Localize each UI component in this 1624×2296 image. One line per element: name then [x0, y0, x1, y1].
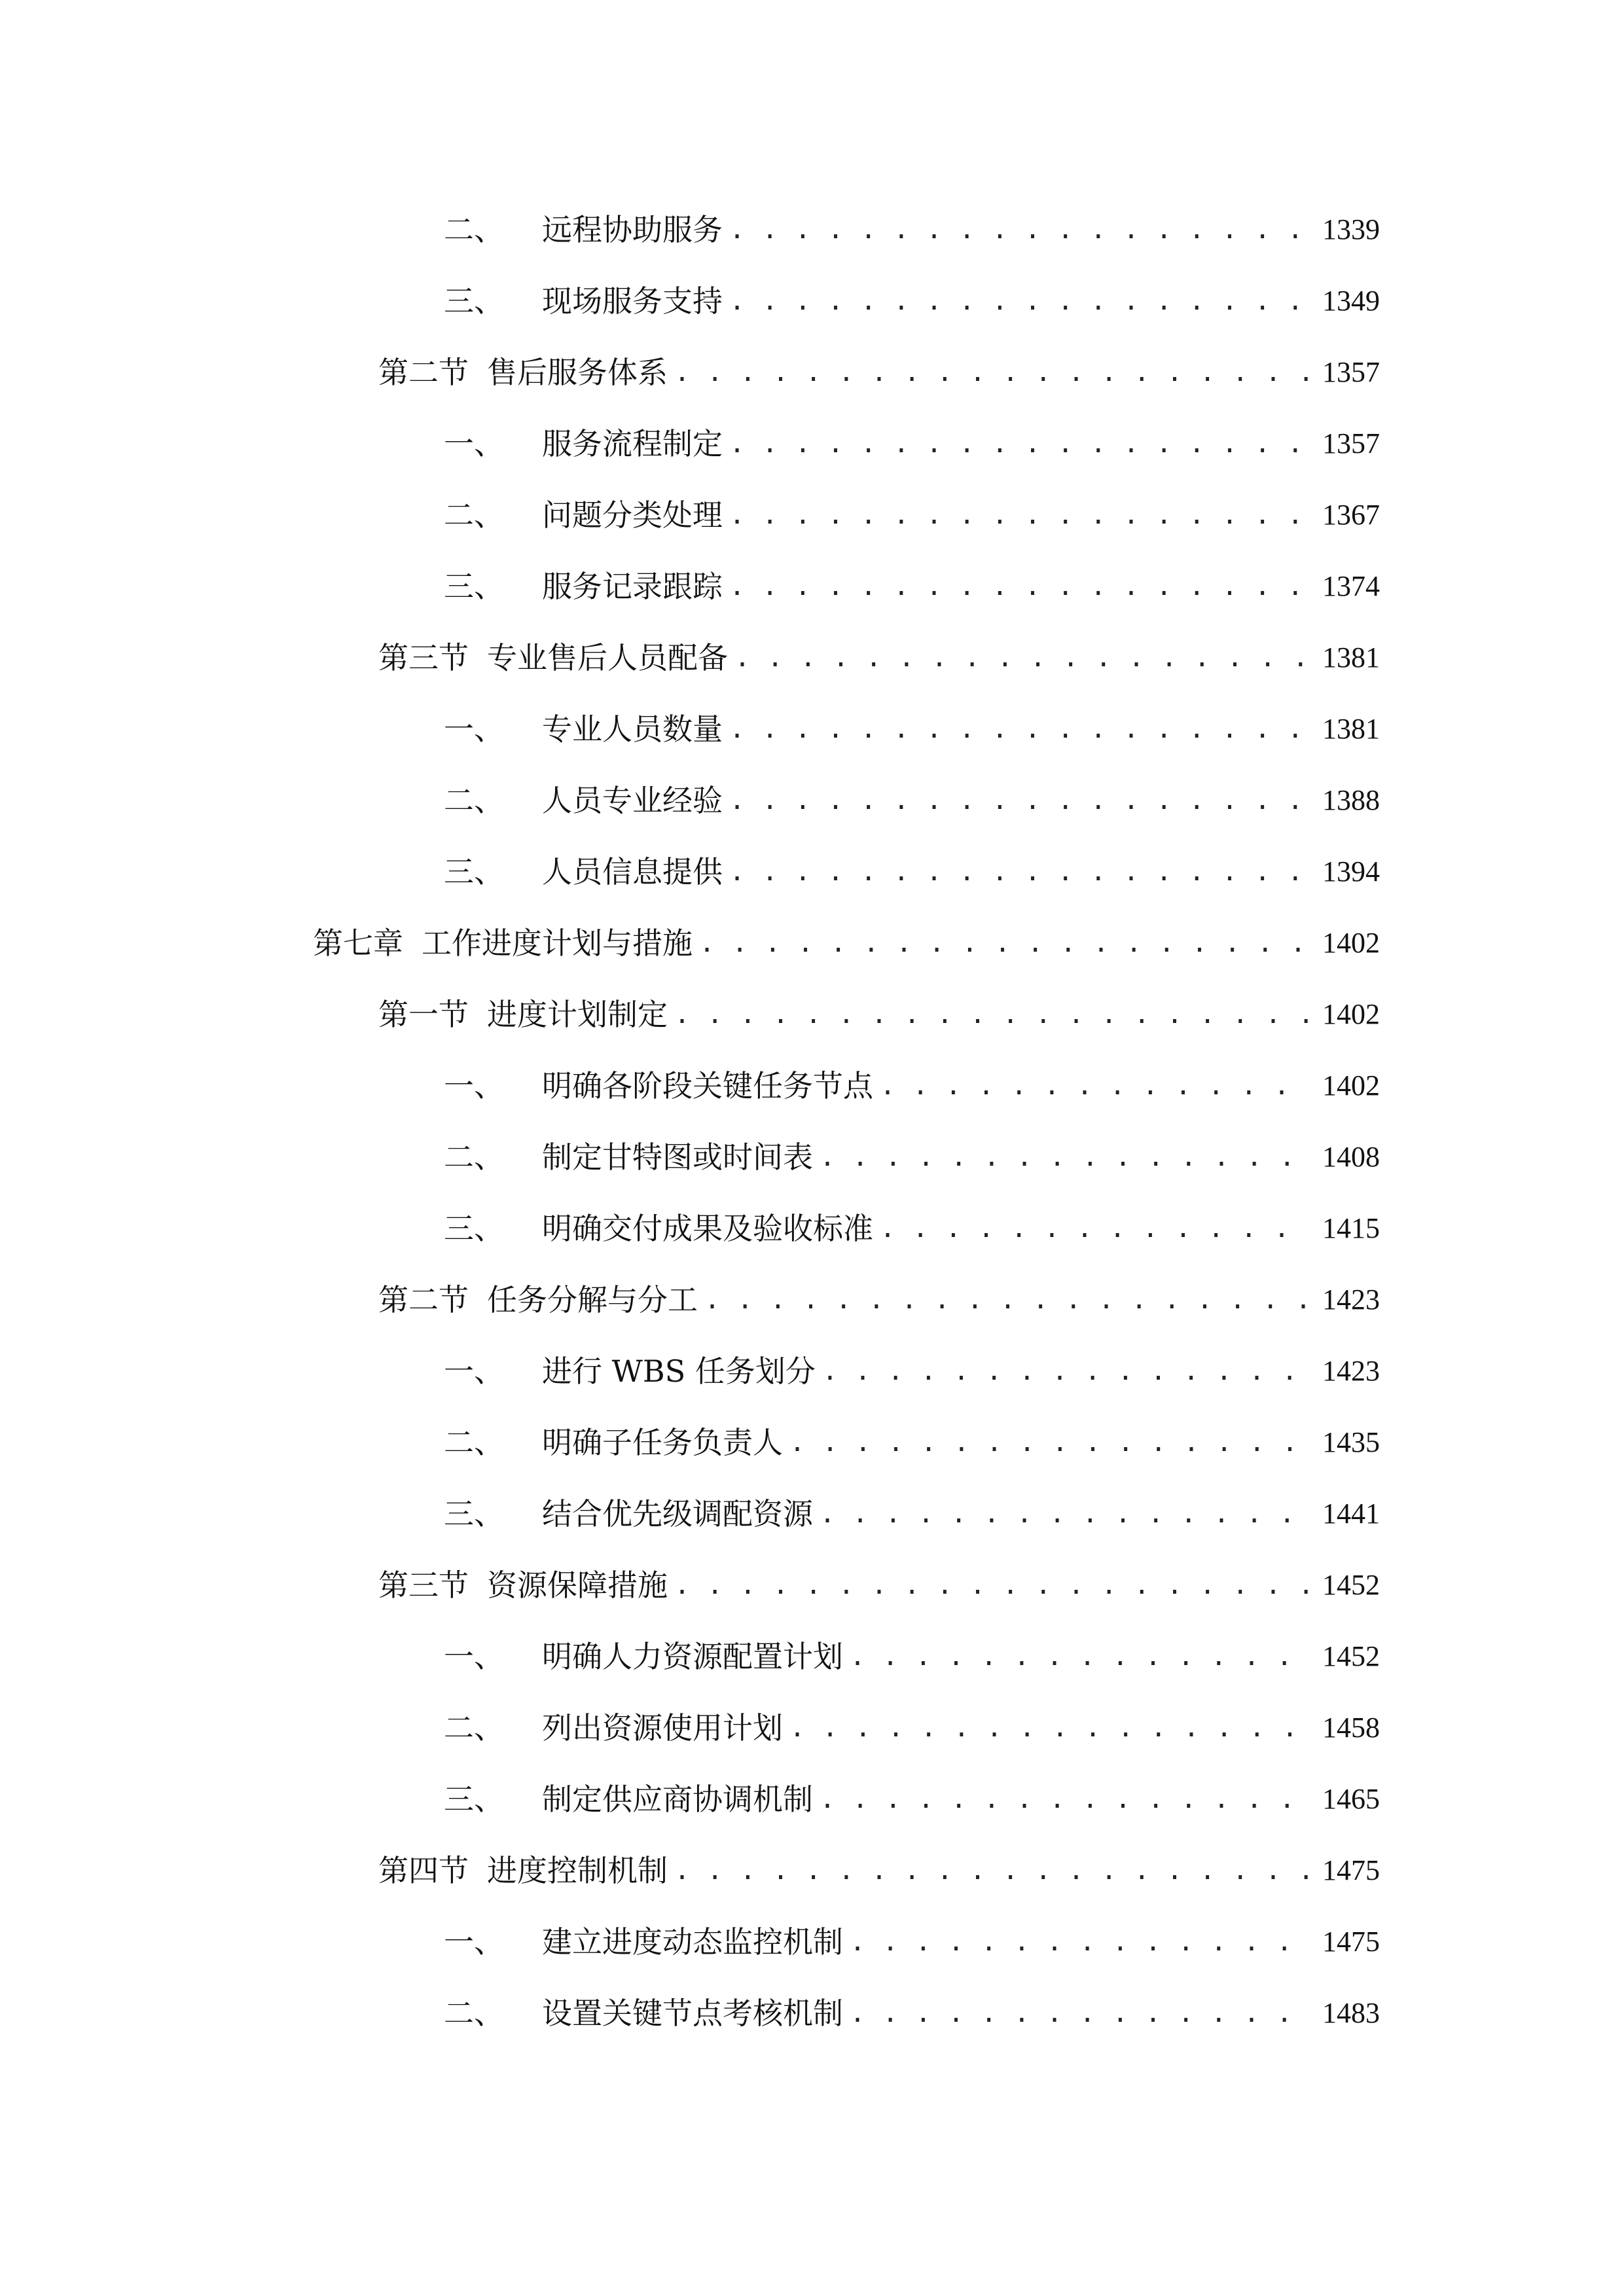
toc-entry[interactable]: [444, 204, 1380, 256]
toc-entry-prefix: 二、: [444, 497, 504, 533]
toc-entry-prefix: 一、: [444, 711, 504, 747]
dot-leader: [789, 1702, 1310, 1754]
toc-entry-page-number: 1423: [1322, 1283, 1380, 1316]
toc-entry[interactable]: [378, 346, 1380, 399]
toc-entry-prefix: 第一节: [378, 997, 469, 1032]
toc-entry-prefix: 第三节: [378, 640, 469, 675]
dot-leader: [729, 204, 1310, 256]
toc-entry-page-number: 1339: [1322, 213, 1380, 245]
toc-entry-page-number: 1402: [1322, 927, 1380, 959]
toc-entry-title: 明确子任务负责人: [542, 1425, 783, 1460]
toc-entry-page-number: 1381: [1322, 713, 1380, 745]
toc-entry-page-number: 1452: [1322, 1569, 1380, 1601]
toc-entry-prefix: 二、: [444, 783, 504, 818]
toc-entry-prefix: 三、: [444, 1782, 504, 1817]
dot-leader: [880, 1060, 1310, 1112]
toc-entry-title: 进行 WBS 任务划分: [542, 1354, 816, 1389]
toc-entry-prefix: 二、: [444, 1425, 504, 1460]
dot-leader: [820, 1773, 1310, 1825]
dot-leader: [674, 988, 1310, 1041]
toc-entry-prefix: 三、: [444, 1211, 504, 1246]
toc-entry-page-number: 1458: [1322, 1712, 1380, 1744]
toc-entry[interactable]: [444, 774, 1380, 827]
toc-entry-page-number: 1381: [1322, 641, 1380, 673]
toc-entry-page-number: 1394: [1322, 855, 1380, 888]
toc-entry-title: 人员专业经验: [542, 783, 723, 818]
toc-entry-page-number: 1402: [1322, 1069, 1380, 1102]
toc-entry-title: 服务流程制定: [542, 426, 723, 461]
toc-entry-prefix: 第七章: [313, 925, 403, 961]
toc-entry-prefix: 二、: [444, 212, 504, 247]
toc-entry-prefix: 一、: [444, 426, 504, 461]
toc-entry-prefix: 第二节: [378, 355, 469, 390]
toc-entry-title: 列出资源使用计划: [542, 1710, 783, 1746]
dot-leader: [674, 1844, 1310, 1897]
toc-entry-prefix: 二、: [444, 1139, 504, 1175]
dot-leader: [820, 1131, 1310, 1183]
dot-leader: [729, 489, 1310, 541]
toc-entry[interactable]: [444, 1060, 1380, 1112]
toc-entry[interactable]: [444, 1345, 1380, 1397]
toc-entry-title: 远程协助服务: [542, 212, 723, 247]
dot-leader: [729, 774, 1310, 827]
dot-leader: [822, 1345, 1310, 1397]
dot-leader: [674, 1559, 1310, 1611]
toc-entry-prefix: 三、: [444, 569, 504, 604]
dot-leader: [729, 418, 1310, 470]
toc-entry-page-number: 1483: [1322, 1997, 1380, 2029]
toc-entry-title: 明确交付成果及验收标准: [542, 1211, 873, 1246]
dot-leader: [880, 1202, 1310, 1255]
toc-entry-title: 服务记录跟踪: [542, 569, 723, 604]
toc-entry-prefix: 一、: [444, 1924, 504, 1960]
toc-entry-title: 人员信息提供: [542, 854, 723, 889]
toc-entry-page-number: 1423: [1322, 1355, 1380, 1387]
toc-entry-title: 进度控制机制: [487, 1853, 668, 1888]
toc-entry-page-number: 1357: [1322, 356, 1380, 388]
toc-entry-page-number: 1441: [1322, 1498, 1380, 1530]
toc-entry-title: 明确人力资源配置计划: [542, 1639, 843, 1674]
toc-entry-title: 设置关键节点考核机制: [542, 1996, 843, 2031]
toc-entry[interactable]: [444, 1488, 1380, 1540]
dot-leader: [704, 1274, 1310, 1326]
toc-entry-prefix: 一、: [444, 1354, 504, 1389]
dot-leader: [850, 1630, 1310, 1683]
toc-entry-prefix: 一、: [444, 1068, 504, 1103]
dot-leader: [850, 1916, 1310, 1968]
toc-entry[interactable]: [444, 418, 1380, 470]
toc-entry-title: 现场服务支持: [542, 283, 723, 319]
toc-entry[interactable]: [444, 1987, 1380, 2039]
toc-entry-title: 明确各阶段关键任务节点: [542, 1068, 873, 1103]
toc-entry-page-number: 1465: [1322, 1783, 1380, 1815]
toc-entry-prefix: 三、: [444, 283, 504, 319]
toc-entry-prefix: 二、: [444, 1710, 504, 1746]
toc-entry-title: 专业售后人员配备: [487, 640, 728, 675]
toc-entry-page-number: 1388: [1322, 784, 1380, 816]
toc-entry[interactable]: [444, 1702, 1380, 1754]
dot-leader: [850, 1987, 1310, 2039]
dot-leader: [699, 917, 1310, 969]
toc-entry-title: 建立进度动态监控机制: [542, 1924, 843, 1960]
toc-entry[interactable]: [444, 489, 1380, 541]
toc-entry[interactable]: [444, 846, 1380, 898]
toc-entry-prefix: 三、: [444, 854, 504, 889]
toc-entry-title: 进度计划制定: [487, 997, 668, 1032]
toc-entry[interactable]: [444, 275, 1380, 327]
toc-entry[interactable]: [444, 1416, 1380, 1469]
toc-entry-title: 工作进度计划与措施: [422, 925, 693, 961]
toc-entry-title: 资源保障措施: [487, 1568, 668, 1603]
toc-entry-title: 售后服务体系: [487, 355, 668, 390]
toc-entry[interactable]: [444, 1630, 1380, 1683]
toc-entry-title: 问题分类处理: [542, 497, 723, 533]
dot-leader: [789, 1416, 1310, 1469]
toc-entry-prefix: 第四节: [378, 1853, 469, 1888]
toc-entry-page-number: 1367: [1322, 499, 1380, 531]
toc-entry-prefix: 第三节: [378, 1568, 469, 1603]
toc-entry-title: 任务分解与分工: [487, 1282, 698, 1318]
dot-leader: [674, 346, 1310, 399]
toc-entry[interactable]: [444, 1131, 1380, 1183]
toc-entry[interactable]: [444, 703, 1380, 755]
toc-entry-page-number: 1475: [1322, 1854, 1380, 1886]
dot-leader: [729, 560, 1310, 613]
toc-entry-title: 结合优先级调配资源: [542, 1496, 813, 1532]
toc-entry[interactable]: [444, 1916, 1380, 1968]
toc-entry-prefix: 第二节: [378, 1282, 469, 1318]
toc-entry-page-number: 1408: [1322, 1141, 1380, 1173]
toc-entry-prefix: 三、: [444, 1496, 504, 1532]
toc-entry-prefix: 一、: [444, 1639, 504, 1674]
toc-entry-prefix: 二、: [444, 1996, 504, 2031]
toc-entry-page-number: 1374: [1322, 570, 1380, 602]
toc-entry[interactable]: [378, 1559, 1380, 1611]
toc-entry[interactable]: [378, 1274, 1380, 1326]
toc-entry-page-number: 1349: [1322, 285, 1380, 317]
toc-entry-page-number: 1415: [1322, 1212, 1380, 1244]
toc-entry-page-number: 1452: [1322, 1640, 1380, 1672]
toc-entry[interactable]: [378, 632, 1380, 684]
toc-entry[interactable]: [378, 1844, 1380, 1897]
dot-leader: [729, 703, 1310, 755]
toc-entry-page-number: 1435: [1322, 1426, 1380, 1458]
toc-entry-title: 专业人员数量: [542, 711, 723, 747]
toc-entry[interactable]: [444, 560, 1380, 613]
toc-entry-title: 制定甘特图或时间表: [542, 1139, 813, 1175]
dot-leader: [729, 846, 1310, 898]
toc-entry[interactable]: [378, 988, 1380, 1041]
dot-leader: [729, 275, 1310, 327]
toc-entry[interactable]: [444, 1202, 1380, 1255]
toc-entry[interactable]: [313, 917, 1380, 969]
toc-entry-page-number: 1402: [1322, 998, 1380, 1030]
toc-entry-page-number: 1475: [1322, 1926, 1380, 1958]
dot-leader: [820, 1488, 1310, 1540]
toc-entry[interactable]: [444, 1773, 1380, 1825]
toc-entry-page-number: 1357: [1322, 427, 1380, 459]
toc-entry-title: 制定供应商协调机制: [542, 1782, 813, 1817]
dot-leader: [734, 632, 1310, 684]
